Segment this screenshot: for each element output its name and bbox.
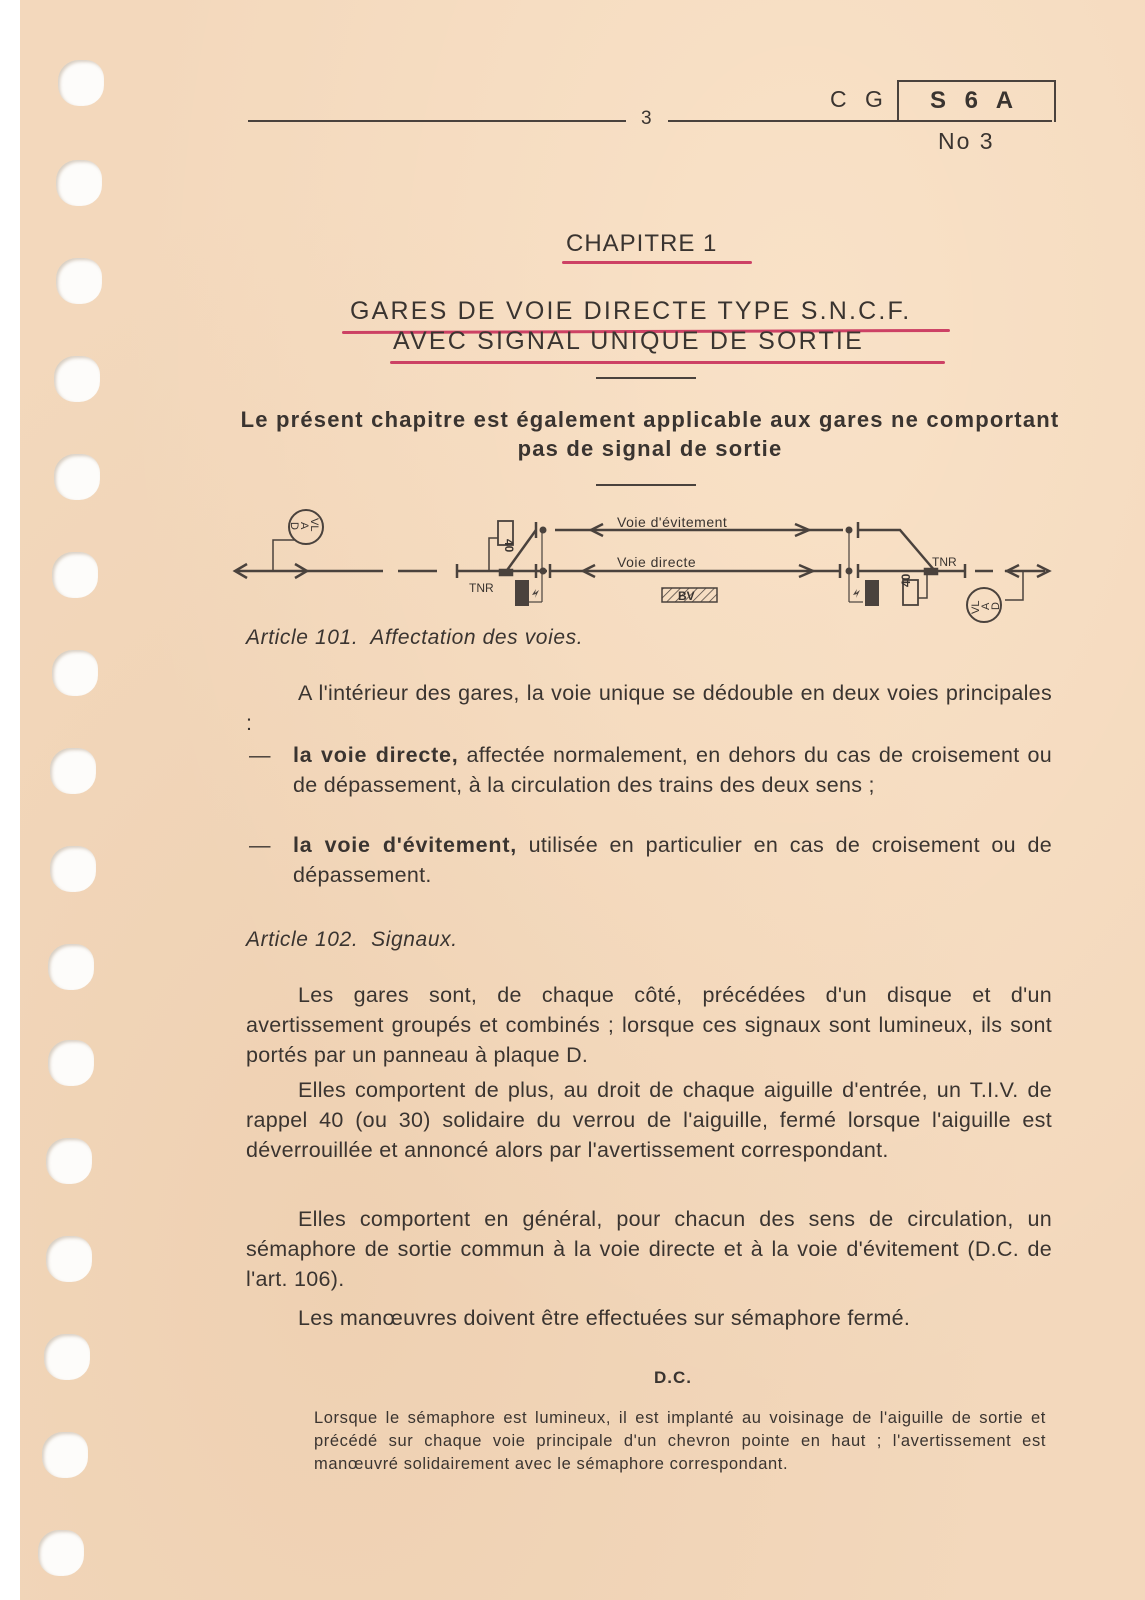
list-text: utilisée en particulier en cas de croisement ou de dépassement. <box>293 833 1052 887</box>
chapter-title-line2: AVEC SIGNAL UNIQUE DE SORTIE <box>393 327 864 355</box>
signal-left-vl: VL <box>308 518 320 532</box>
track-diagram <box>225 500 1065 630</box>
separator-rule <box>596 377 696 379</box>
binding-hole <box>50 846 96 892</box>
document-code: S 6 A <box>930 87 1020 114</box>
binding-hole <box>58 60 104 106</box>
article-102-paragraph <box>246 1303 1052 1333</box>
page-number: 3 <box>641 108 652 129</box>
signal-right-vl: VL <box>970 600 982 614</box>
article-102-paragraph <box>246 1204 1052 1294</box>
binding-hole <box>46 1236 92 1282</box>
siding-label: Voie d'évitement <box>617 514 728 530</box>
binding-hole <box>56 258 102 304</box>
collection-label: C G <box>830 86 889 112</box>
list-text: affectée normalement, en dehors du cas de croisement ou de dépassement, à la circulation des trains des deux sens ; <box>293 743 1052 797</box>
list-term: la voie d'évitement, <box>293 833 518 857</box>
list-dash: — <box>249 833 271 857</box>
binding-hole <box>48 944 94 990</box>
list-item <box>249 740 1052 800</box>
speed-right-label: 40 <box>899 573 913 587</box>
signal-right-a: A <box>980 602 992 610</box>
binding-hole <box>42 1432 88 1478</box>
chapter-title-line1: GARES DE VOIE DIRECTE TYPE S.N.C.F. <box>350 297 912 325</box>
binding-hole <box>56 160 102 206</box>
signal-pole-left <box>273 540 295 571</box>
semaphore-box-left <box>515 580 529 606</box>
binding-hole <box>54 454 100 500</box>
paragraph-text: Elles comportent en général, pour chacun des sens de circulation, un sémaphore de sortie commun à la voie directe et à la voie d'évitement (D.C. de l'art. 106). <box>246 1207 1052 1291</box>
paragraph-text: Les gares sont, de chaque côté, précédées d'un disque et d'un avertissement groupés et combinés ; lorsque ces signaux sont lumineux, ils sont portés par un panneau à plaque D. <box>246 983 1052 1067</box>
paragraph-text: Les manœuvres doivent être effectuées sur sémaphore fermé. <box>298 1306 911 1330</box>
page-edge <box>0 0 20 1600</box>
bv-label: BV <box>678 589 695 603</box>
signal-right-d: D <box>990 602 1002 610</box>
binding-hole <box>48 1040 94 1086</box>
chapter-label: CHAPITRE 1 <box>566 230 718 257</box>
list-term: la voie directe, <box>293 743 459 767</box>
issue-number-text: No 3 <box>938 128 995 154</box>
semaphore-box-right <box>865 580 879 606</box>
separator-rule <box>596 484 696 486</box>
signal-left-d: D <box>288 522 300 530</box>
dc-text: Lorsque le sémaphore est lumineux, il est implanté au voisinage de l'aiguille de sortie et précédé sur chaque voie principale d'un chevron pointe en haut ; l'avertissement est manœuvré solidairement avec le sémaphore correspondant. <box>314 1409 1046 1473</box>
article-102-paragraph <box>246 1075 1052 1165</box>
chapter-intro: Le présent chapitre est également applicable aux gares ne comportant pas de signal de sortie <box>240 407 1060 461</box>
article-101-title: Article 101. Affectation des voies. <box>246 626 584 649</box>
paragraph-text: Elles comportent de plus, au droit de chaque aiguille d'entrée, un T.I.V. de rappel 40 (ou 30) solidaire du verrou de l'aiguille, fermé lorsque l'aiguille est déverrouillée et annoncé alors par l'avertissement correspondant. <box>246 1078 1052 1162</box>
binding-hole <box>52 650 98 696</box>
article-101-intro-text: A l'intérieur des gares, la voie unique se dédouble en deux voies principales : <box>246 681 1052 735</box>
header-rule-left <box>248 120 626 122</box>
title-underline-2 <box>390 361 945 364</box>
speed-left-label: 40 <box>502 539 516 553</box>
lightning-icon <box>853 589 860 598</box>
binding-hole <box>38 1530 84 1576</box>
siding-track-right <box>858 530 935 571</box>
issue-number <box>938 128 995 155</box>
tnr-right-label: TNR <box>932 555 957 569</box>
article-102-paragraph <box>246 980 1052 1070</box>
dc-title: D.C. <box>654 1368 692 1387</box>
signal-left-a: A <box>298 522 310 530</box>
list-item <box>249 830 1052 890</box>
lightning-icon <box>532 589 539 598</box>
binding-hole <box>46 1138 92 1184</box>
switch-lock-left <box>500 570 512 575</box>
binding-hole <box>44 1334 90 1380</box>
article-102-title: Article 102. Signaux. <box>246 928 458 951</box>
article-101-intro <box>246 678 1052 738</box>
main-label: Voie directe <box>617 554 697 570</box>
binding-hole <box>54 356 100 402</box>
switch-lock-right <box>925 569 937 574</box>
tnr-left-label: TNR <box>469 581 494 595</box>
binding-hole <box>50 748 96 794</box>
chapter-underline <box>562 261 752 264</box>
list-dash: — <box>249 743 271 767</box>
binding-hole <box>52 552 98 598</box>
